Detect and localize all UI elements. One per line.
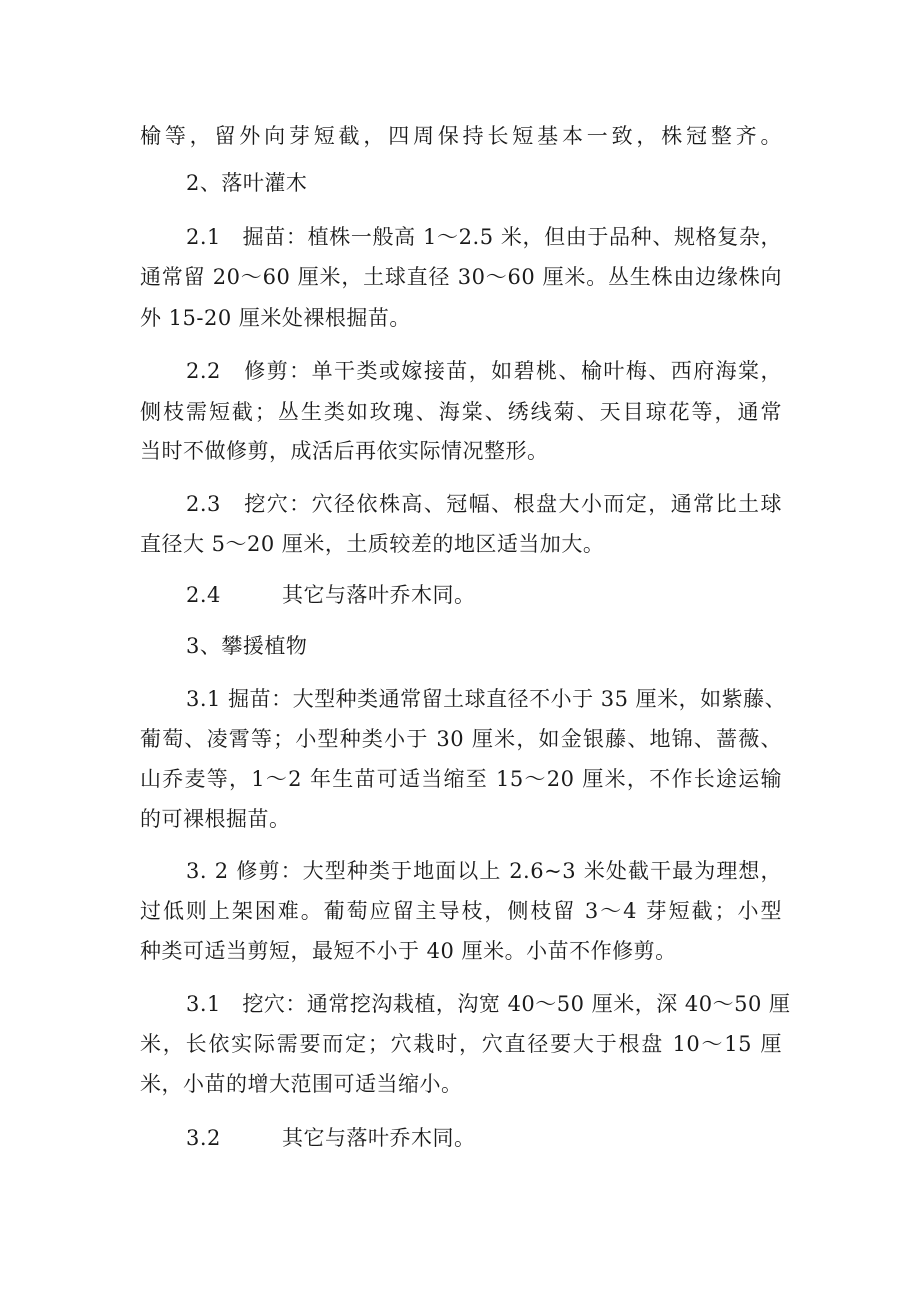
paragraph-line: 榆等，留外向芽短截，四周保持长短基本一致，株冠整齐。 <box>140 124 782 148</box>
item-text: 其它与落叶乔木同。 <box>282 583 476 607</box>
paragraph-line: 外 15-20 厘米处裸根掘苗。 <box>140 306 411 330</box>
paragraph-line <box>186 1123 476 1153</box>
paragraph-line: 3. 2 修剪：大型种类于地面以上 2.6~3 米处截干最为理想， <box>186 859 782 883</box>
section-heading: 3、攀援植物 <box>186 634 308 658</box>
item-number: 2.4 <box>186 583 221 607</box>
paragraph-line <box>186 580 476 610</box>
item-text: 其它与落叶乔木同。 <box>282 1126 476 1150</box>
paragraph-line: 3.1 掘苗：大型种类通常留土球直径不小于 35 厘米，如紫藤、 <box>186 687 787 711</box>
item-number: 3.2 <box>186 1126 221 1150</box>
paragraph-line: 当时不做修剪，成活后再依实际情况整形。 <box>140 439 549 463</box>
paragraph-line: 通常留 20～60 厘米，土球直径 30～60 厘米。丛生株由边缘株向 <box>140 265 782 289</box>
paragraph-line: 直径大 5～20 厘米，土质较差的地区适当加大。 <box>140 532 605 556</box>
paragraph-line: 葡萄、凌霄等；小型种类小于 30 厘米，如金银藤、地锦、蔷薇、 <box>140 727 782 751</box>
paragraph-line: 2.2 修剪：单干类或嫁接苗，如碧桃、榆叶梅、西府海棠， <box>186 359 782 383</box>
paragraph-line: 种类可适当剪短，最短不小于 40 厘米。小苗不作修剪。 <box>140 939 677 963</box>
paragraph-line: 侧枝需短截；丛生类如玫瑰、海棠、绣线菊、天目琼花等，通常 <box>140 400 782 424</box>
paragraph-line: 2.1 掘苗：植株一般高 1～2.5 米，但由于品种、规格复杂， <box>186 225 782 249</box>
section-heading: 2、落叶灌木 <box>186 171 308 195</box>
paragraph-line: 山乔麦等，1～2 年生苗可适当缩至 15～20 厘米，不作长途运输 <box>140 767 782 791</box>
paragraph-line: 米，小苗的增大范围可适当缩小。 <box>140 1072 463 1096</box>
paragraph-line: 2.3 挖穴：穴径依株高、冠幅、根盘大小而定，通常比土球 <box>186 492 782 516</box>
paragraph-line: 3.1 挖穴：通常挖沟栽植，沟宽 40～50 厘米，深 40～50 厘 <box>186 992 791 1016</box>
paragraph-line: 米，长依实际需要而定；穴栽时，穴直径要大于根盘 10～15 厘 <box>140 1032 782 1056</box>
paragraph-line: 过低则上架困难。葡萄应留主导枝，侧枝留 3～4 芽短截；小型 <box>140 899 782 923</box>
paragraph-line: 的可裸根掘苗。 <box>140 807 291 831</box>
